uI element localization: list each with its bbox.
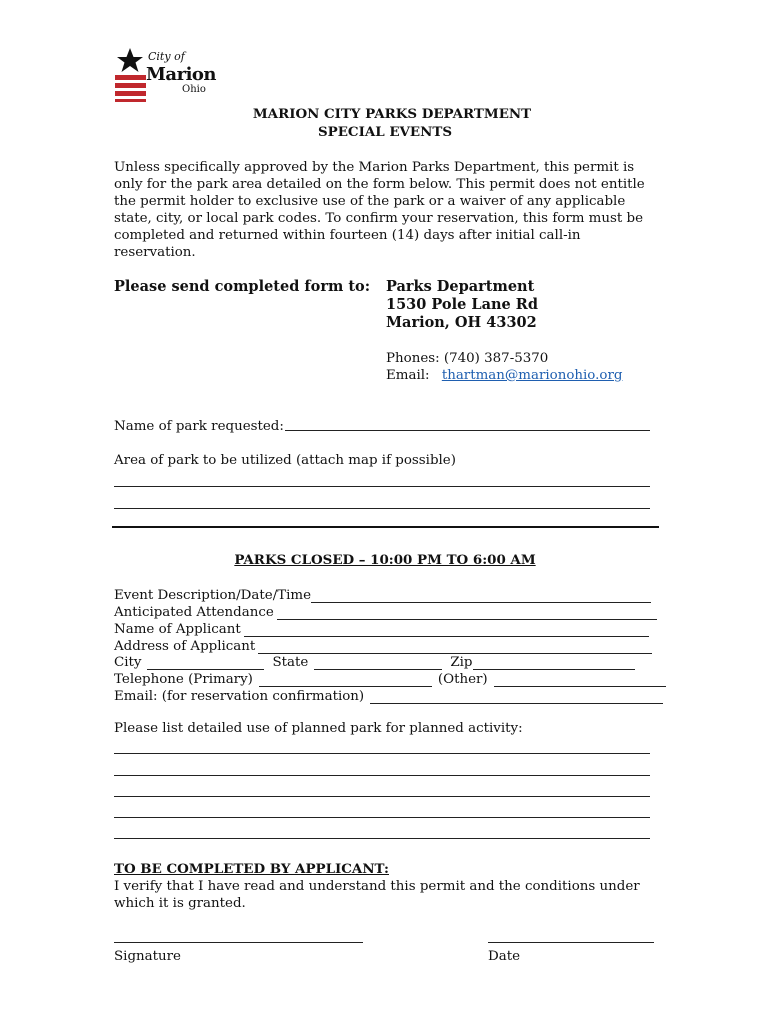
planned-use-field-5[interactable] [114, 838, 650, 839]
planned-use-field-2[interactable] [114, 775, 650, 776]
page-title: MARION CITY PARKS DEPARTMENT [252, 106, 532, 122]
city-logo [112, 44, 222, 104]
attendance-row [114, 603, 657, 620]
address-line: Marion, OH 43302 [386, 314, 537, 331]
planned-use-field-1[interactable] [114, 753, 650, 754]
intro-line: completed and returned within fourteen (14) days after initial call-in [114, 228, 581, 243]
telephone-label: Telephone (Primary) [114, 672, 253, 687]
signature-field[interactable] [114, 942, 363, 943]
state-label: State [272, 655, 309, 670]
zip-label: Zip [450, 655, 473, 670]
intro-paragraph [114, 159, 645, 261]
parks-closed-notice: PARKS CLOSED – 10:00 PM TO 6:00 AM [234, 552, 536, 568]
park-name-field[interactable] [285, 430, 650, 431]
phone-number: Phones: (740) 387-5370 [386, 351, 549, 366]
event-description-row [114, 586, 651, 603]
logo-city-of: City of [148, 50, 185, 63]
telephone-field[interactable] [259, 674, 432, 687]
park-area-label: Area of park to be utilized (attach map if possible) [114, 453, 456, 468]
address-line: 1530 Pole Lane Rd [386, 296, 538, 313]
intro-line: only for the park area detailed on the form below. This permit does not entitle [114, 177, 645, 192]
city-label: City [114, 655, 142, 670]
event-description-field[interactable] [311, 590, 651, 603]
logo-marion: Marion [146, 64, 217, 85]
attendance-label: Anticipated Attendance [114, 605, 274, 620]
address-line: Parks Department [386, 278, 535, 295]
city-field[interactable] [147, 657, 264, 670]
state-field[interactable] [314, 657, 442, 670]
send-to-label: Please send completed form to: [114, 278, 371, 295]
park-area-field-2[interactable] [114, 508, 650, 509]
verify-line: which it is granted. [114, 896, 246, 911]
attendance-field[interactable] [277, 607, 657, 620]
telephone-row [114, 670, 666, 687]
other-phone-label: (Other) [437, 672, 488, 687]
page-subtitle: SPECIAL EVENTS [317, 124, 452, 140]
applicant-address-row [114, 637, 652, 654]
planned-use-label: Please list detailed use of planned park for planned activity: [114, 721, 523, 736]
mailing-address [386, 278, 538, 332]
intro-line: the permit holder to exclusive use of the park or a waiver of any applicable [114, 194, 626, 209]
park-name-label: Name of park requested: [114, 419, 284, 434]
intro-line: state, city, or local park codes. To confirm your reservation, this form must be [114, 211, 644, 226]
section-divider [112, 526, 659, 528]
email-confirmation-row [114, 687, 663, 704]
event-description-label: Event Description/Date/Time [114, 588, 312, 603]
applicant-name-row [114, 620, 649, 637]
date-label: Date [488, 949, 521, 964]
verify-line: I verify that I have read and understand this permit and the conditions under [114, 879, 640, 894]
star-icon [117, 48, 143, 72]
park-area-field-1[interactable] [114, 486, 650, 487]
intro-line: reservation. [114, 245, 196, 260]
city-state-zip-row [114, 653, 635, 670]
email-link[interactable]: thartman@marionohio.org [441, 368, 623, 383]
email-label: Email: [386, 368, 430, 383]
email-row [386, 367, 622, 384]
logo-ohio: Ohio [182, 84, 206, 95]
applicant-heading: TO BE COMPLETED BY APPLICANT: [114, 861, 389, 877]
planned-use-field-3[interactable] [114, 796, 650, 797]
signature-label: Signature [114, 949, 181, 964]
email-confirmation-field[interactable] [370, 691, 663, 704]
intro-line: Unless specifically approved by the Marion Parks Department, this permit is [114, 160, 635, 175]
other-phone-field[interactable] [494, 674, 666, 687]
email-confirmation-label: Email: (for reservation confirmation) [114, 689, 365, 704]
planned-use-field-4[interactable] [114, 817, 650, 818]
zip-field[interactable] [473, 657, 635, 670]
applicant-name-field[interactable] [244, 624, 649, 637]
applicant-name-label: Name of Applicant [114, 622, 241, 637]
applicant-address-label: Address of Applicant [114, 639, 256, 654]
date-field[interactable] [488, 942, 654, 943]
